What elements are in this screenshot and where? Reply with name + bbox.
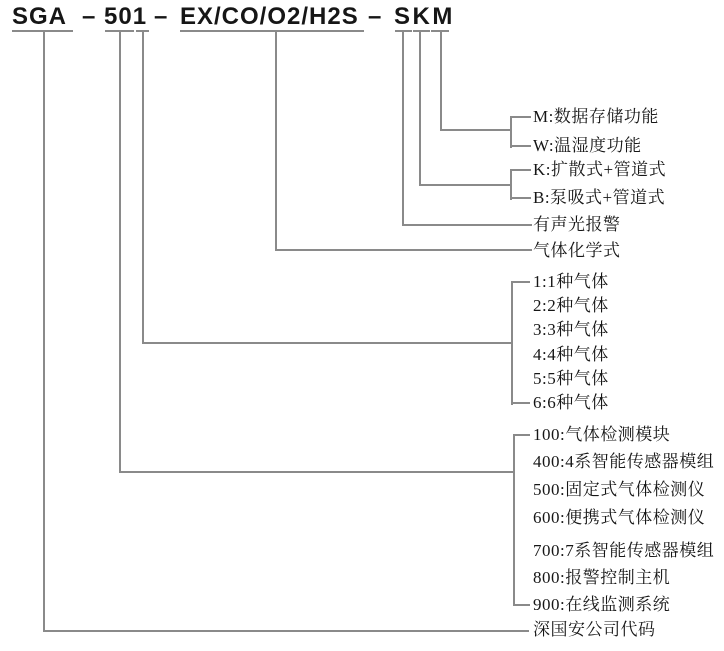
label-gas-count-6: 6:6种气体 [533,393,609,412]
leader-company-code [43,630,529,632]
label-series-800: 800:报警控制主机 [533,568,671,587]
label-storage-w: W:温湿度功能 [533,136,642,155]
model-code-company: SGA [12,3,68,30]
bracket-storage-stub-top [510,116,531,118]
leader-series [119,471,514,473]
label-storage-m: M:数据存储功能 [533,107,659,126]
label-gas-count-5: 5:5种气体 [533,369,609,388]
leader-suffix-k [419,184,512,186]
label-company-code: 深国安公司代码 [533,620,656,639]
bracket-gascount-stub-bottom [511,402,530,404]
label-series-700: 700:7系智能传感器模组 [533,541,715,560]
label-series-100: 100:气体检测模块 [533,425,671,444]
connector-gasformula-vertical [275,32,277,251]
dash-separator-2: – [154,3,169,30]
model-code-gas-formula: EX/CO/O2/H2S [180,3,359,30]
label-gas-count-1: 1:1种气体 [533,272,609,291]
underline-gas-formula [180,30,364,32]
bracket-series-vertical [513,434,515,606]
connector-suffix-s-vertical [402,32,404,225]
connector-series1-vertical [142,32,144,343]
label-series-600: 600:便携式气体检测仪 [533,508,706,527]
bracket-series-stub-top [513,434,530,436]
dash-separator-3: – [368,3,383,30]
bracket-storage-stub-bottom [510,145,531,147]
model-code-series: 501 [104,3,148,30]
label-series-500: 500:固定式气体检测仪 [533,480,706,499]
underline-suffix-k [413,30,430,32]
bracket-sampling-stub-top [510,169,531,171]
leader-suffix-m [440,129,512,131]
bracket-storage-vertical [510,116,512,148]
connector-company-vertical [43,32,45,632]
bracket-gascount-stub-top [511,281,530,283]
label-gas-count-3: 3:3种气体 [533,320,609,339]
bracket-sampling-vertical [510,169,512,200]
connector-series50-vertical [119,32,121,473]
label-sampling-k: K:扩散式+管道式 [533,160,667,179]
label-series-900: 900:在线监测系统 [533,595,671,614]
connector-suffix-m-vertical [440,32,442,131]
leader-suffix-s [402,224,532,226]
label-series-400: 400:4系智能传感器模组 [533,452,715,471]
label-gas-formula: 气体化学式 [533,241,621,260]
label-alarm: 有声光报警 [533,215,621,234]
bracket-sampling-stub-bottom [510,197,531,199]
label-gas-count-4: 4:4种气体 [533,345,609,364]
bracket-series-stub-bottom [513,604,530,606]
dash-separator-1: – [82,3,97,30]
leader-gas-count [142,342,513,344]
label-gas-count-2: 2:2种气体 [533,296,609,315]
bracket-gascount-vertical [511,281,513,405]
label-sampling-b: B:泵吸式+管道式 [533,188,666,207]
leader-gas-formula [275,249,532,251]
model-code-suffix: SKM [394,3,455,30]
connector-suffix-k-vertical [419,32,421,186]
